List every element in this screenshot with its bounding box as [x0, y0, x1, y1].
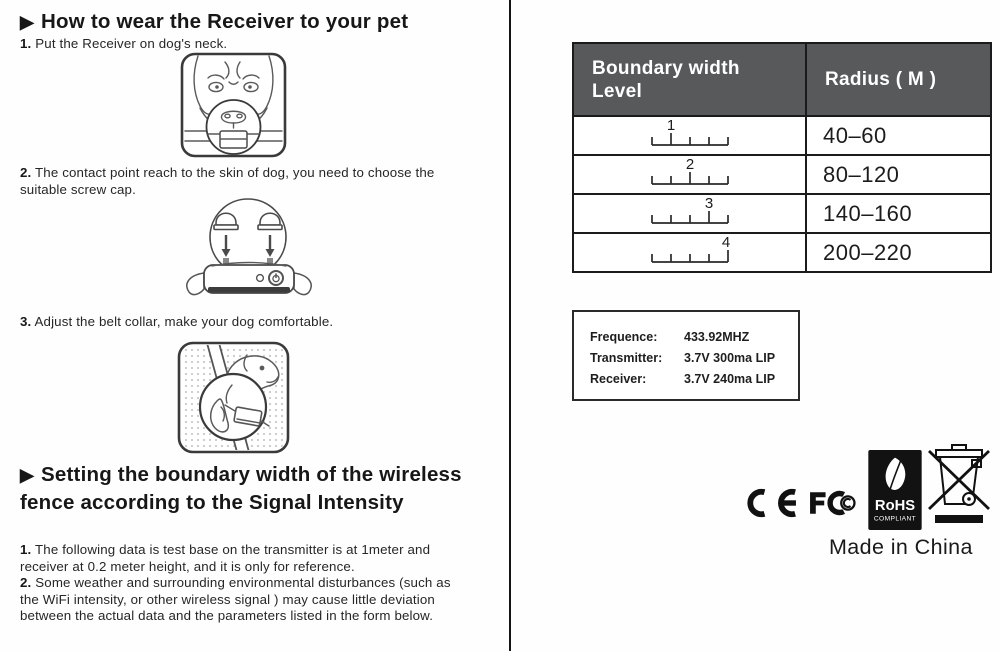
triangle-bullet-icon: ▶: [20, 465, 35, 485]
radius-value: 40–60: [806, 116, 991, 155]
spec-row-receiver: [590, 369, 798, 390]
spec-label: Frequence:: [590, 330, 658, 344]
section-title-boundary-width: [20, 461, 482, 516]
table-header-row: [573, 43, 991, 116]
step-1: [20, 36, 480, 53]
spec-label: Receiver:: [590, 372, 647, 386]
boundary-width-table: [572, 42, 992, 273]
section-title-text: Setting the boundary width of the wireless fence according to the Signal Intensity: [20, 463, 462, 514]
rohs-compliant-icon: [868, 450, 922, 530]
step-text: Put the Receiver on dog's neck.: [35, 36, 228, 51]
adjust-collar-illustration: [177, 341, 290, 454]
note-2: [20, 575, 472, 625]
radius-value: 200–220: [806, 233, 991, 272]
level-cell: [573, 116, 806, 155]
header-radius: [806, 43, 991, 116]
level-cell: [573, 233, 806, 272]
spec-value: 433.92MHZ: [684, 330, 750, 344]
table-row: [573, 155, 991, 194]
step-text: The contact point reach to the skin of dog, you need to choose the suitable screw cap.: [20, 165, 435, 197]
svg-text:1: 1: [666, 117, 675, 134]
header-text: Radius ( M ): [825, 68, 937, 90]
spec-label: Transmitter:: [590, 351, 663, 365]
weee-bin-icon: [927, 443, 991, 527]
note-text: The following data is test base on the transmitter is at 1meter and receiver at 0.2 meter height, and it is only for reference.: [20, 542, 431, 574]
triangle-bullet-icon: ▶: [20, 12, 35, 32]
ce-mark-icon: [745, 483, 803, 523]
step-number: 1.: [20, 36, 32, 51]
header-boundary-width-level: [573, 43, 806, 116]
note-text: Some weather and surrounding environmental disturbances (such as the WiFi intensity, or other wireless signal ) may cause little deviation between the actual data and the parameters listed in the form below.: [20, 575, 451, 623]
svg-text:3: 3: [704, 195, 713, 212]
step-2: [20, 165, 478, 198]
section-title-text: How to wear the Receiver to your pet: [41, 10, 409, 33]
step-number: 3.: [20, 314, 32, 329]
note-1: [20, 542, 472, 575]
note-number: 2.: [20, 575, 32, 590]
table-row: [573, 194, 991, 233]
signal-scale-icon-level-1: [648, 117, 732, 149]
note-number: 1.: [20, 542, 32, 557]
radius-value: 140–160: [806, 194, 991, 233]
step-text: Adjust the belt collar, make your dog comfortable.: [34, 314, 334, 329]
made-in-china-label: Made in China: [829, 535, 973, 559]
screw-cap-receiver-illustration: [170, 197, 330, 305]
spec-row-frequency: [590, 327, 798, 348]
spec-value: 3.7V 300ma LIP: [684, 351, 776, 365]
section-title-wear-receiver: [20, 8, 490, 36]
step-3: [20, 314, 480, 331]
signal-scale-icon-level-3: [648, 195, 732, 227]
table-row: [573, 116, 991, 155]
signal-scale-icon-level-4: [648, 234, 732, 266]
step-number: 2.: [20, 165, 32, 180]
svg-text:4: 4: [721, 234, 730, 251]
column-divider: [509, 0, 511, 651]
level-cell: [573, 194, 806, 233]
fcc-mark-icon: [806, 482, 860, 524]
spec-row-transmitter: [590, 348, 798, 369]
spec-box: [572, 310, 800, 401]
header-text: Boundary width Level: [592, 57, 740, 102]
svg-text:COMPLIANT: COMPLIANT: [873, 515, 917, 523]
level-cell: [573, 155, 806, 194]
dog-neck-illustration: [180, 52, 287, 158]
svg-text:RoHS: RoHS: [874, 498, 916, 514]
signal-scale-icon-level-2: [648, 156, 732, 188]
table-row: [573, 233, 991, 272]
svg-text:2: 2: [685, 156, 694, 173]
spec-value: 3.7V 240ma LIP: [684, 372, 776, 386]
radius-value: 80–120: [806, 155, 991, 194]
